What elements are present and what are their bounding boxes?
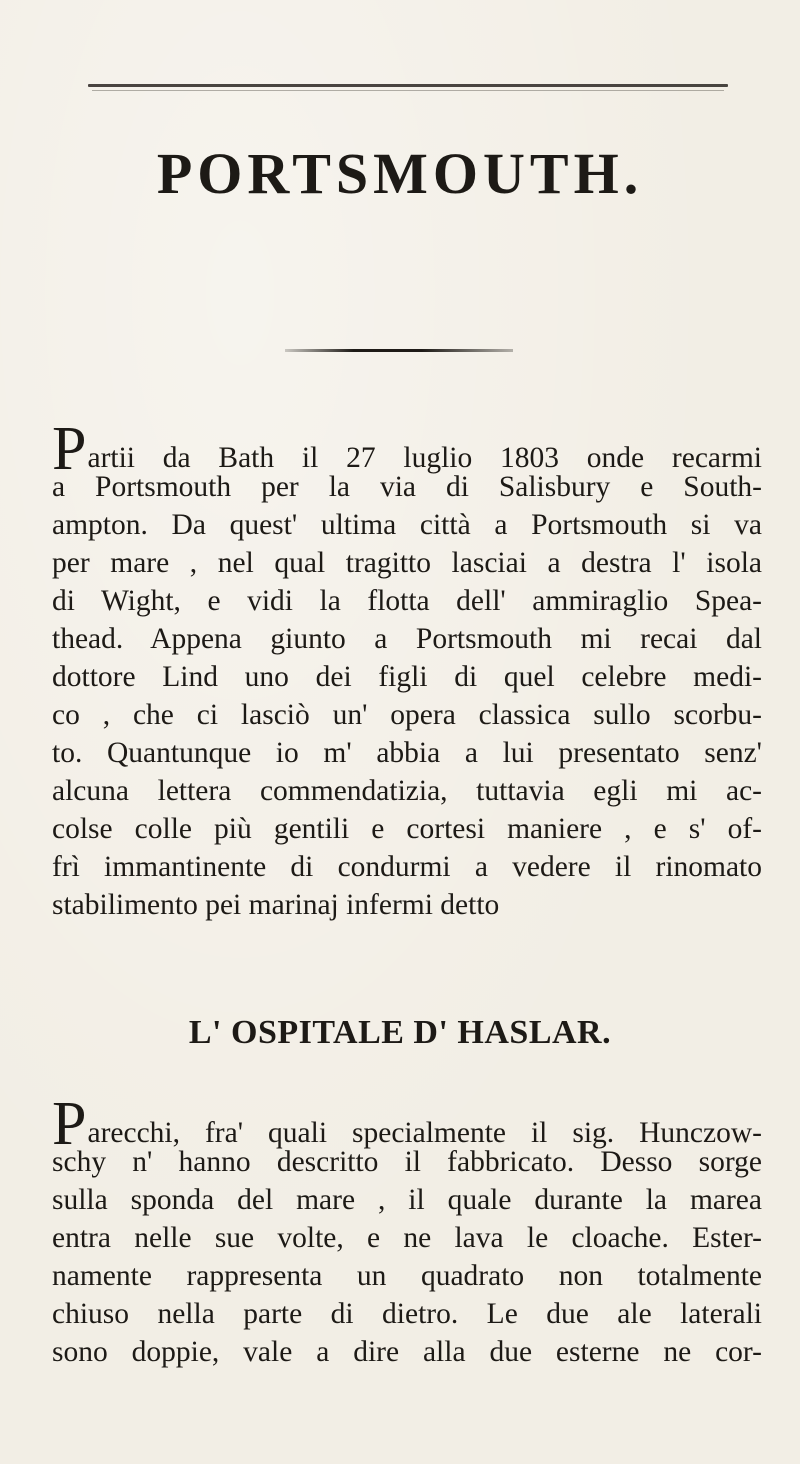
text-line: namente rappresenta un quadrato non totalmente (52, 1260, 762, 1292)
paragraph-2 (52, 1090, 762, 1371)
text-line: frì immantinente di condurmi a vedere il rinomato (52, 851, 762, 883)
text-line: a Portsmouth per la via di Salisbury e South- (52, 471, 762, 503)
text-line: dottore Lind uno dei figli di quel celebre medi- (52, 661, 762, 693)
text-line: schy n' hanno descritto il fabbricato. Desso sorge (52, 1146, 762, 1178)
text-line: entra nelle sue volte, e ne lava le cloache. Ester- (52, 1222, 762, 1254)
page-title: PORTSMOUTH. (156, 141, 644, 206)
text-line: sono doppie, vale a dire alla due esterne ne cor- (52, 1336, 762, 1368)
drop-cap: P (52, 415, 87, 483)
drop-cap: P (52, 1090, 87, 1158)
text-line: thead. Appena giunto a Portsmouth mi recai dal (52, 623, 762, 655)
text-line (52, 415, 762, 483)
paragraph-1 (52, 415, 762, 924)
text-line: to. Quantunque io m' abbia a lui presentato senz' (52, 737, 762, 769)
text-line: di Wight, e vidi la flotta dell' ammiraglio Spea- (52, 585, 762, 617)
section-heading: L' OSPITALE D' HASLAR. (188, 1014, 612, 1051)
top-rule (88, 84, 728, 87)
text-line: alcuna lettera commendatizia, tuttavia egli mi ac- (52, 775, 762, 807)
text-line: chiuso nella parte di dietro. Le due ale laterali (52, 1298, 762, 1330)
text-line: stabilimento pei marinaj infermi detto (52, 889, 500, 921)
line-text: artii da Bath il 27 luglio 1803 onde recarmi (87, 442, 762, 474)
top-rule-thin (92, 90, 724, 91)
text-line: ampton. Da quest' ultima città a Portsmouth si va (52, 509, 762, 541)
text-line: sulla sponda del mare , il quale durante la marea (52, 1184, 762, 1216)
title-separator (285, 349, 513, 352)
text-line: co , che ci lasciò un' opera classica sullo scorbu- (52, 699, 762, 731)
text-line (52, 1090, 762, 1158)
line-text: arecchi, fra' quali specialmente il sig. Hunczow- (87, 1117, 762, 1149)
text-line: colse colle più gentili e cortesi maniere , e s' of- (52, 813, 762, 845)
text-line: per mare , nel qual tragitto lasciai a destra l' isola (52, 547, 762, 579)
